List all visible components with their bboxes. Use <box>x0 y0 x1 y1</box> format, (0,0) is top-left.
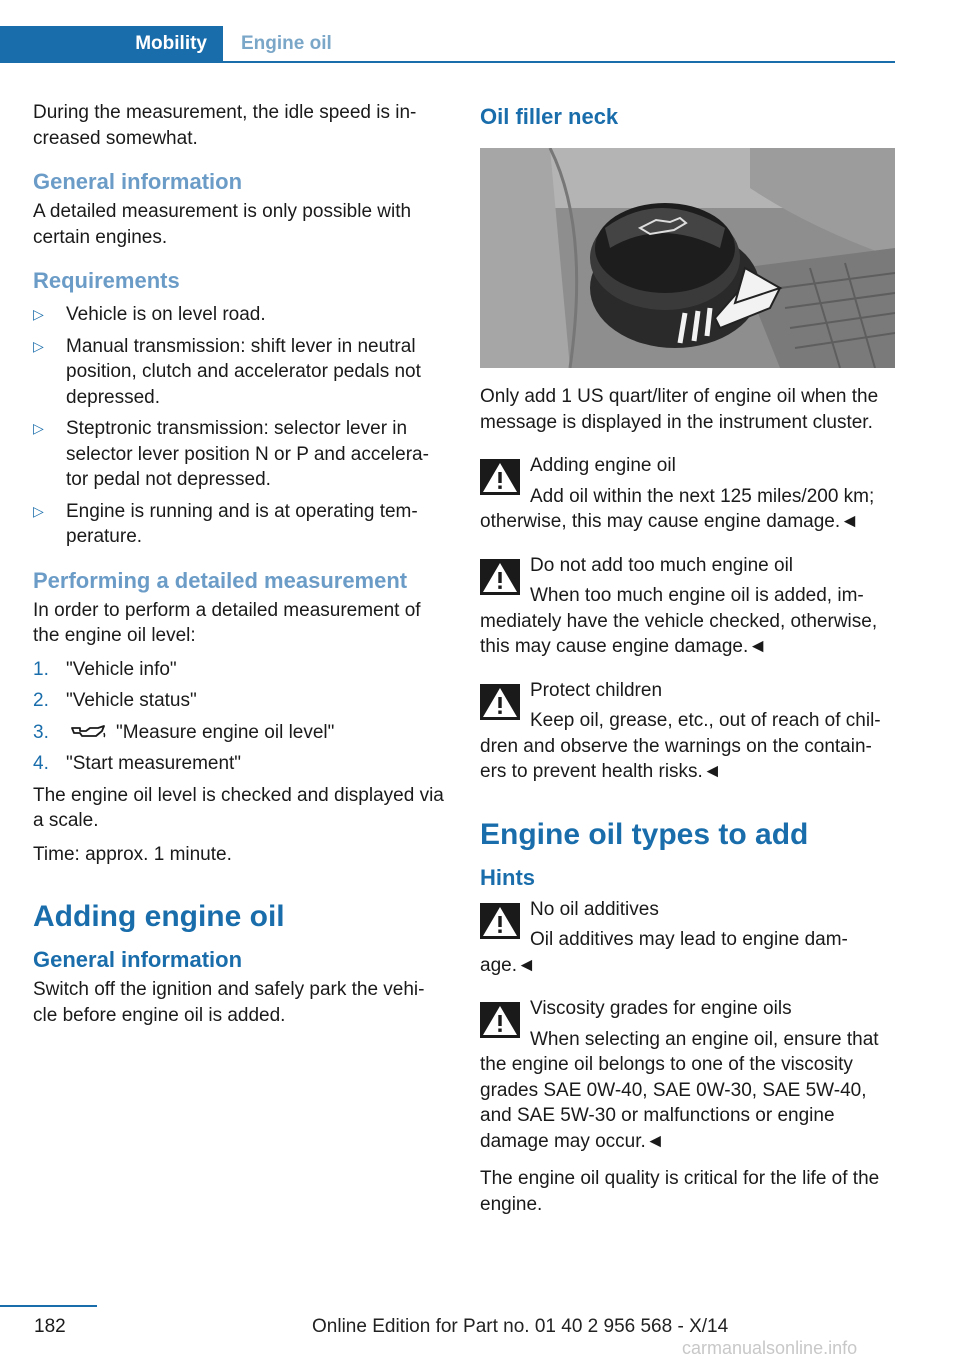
chapter-tab: Engine oil <box>241 33 332 54</box>
list-item: 4. "Start measurement" <box>33 753 242 774</box>
warning-adding-oil: Adding engine oil Add oil within the next 125 miles/200 km; otherwise, this may cause engine damage.◄ <box>480 455 875 532</box>
warning-no-additives: No oil additives Oil additives may lead to engine dam- age.◄ <box>480 898 848 976</box>
triangle-bullet-icon: ▷ <box>33 420 44 436</box>
adding-oil-heading: Adding engine oil <box>33 900 285 933</box>
general-info-text: A detailed measurement is only possible with certain engines. <box>33 201 412 248</box>
warning-too-much-oil: Do not add too much engine oil When too much engine oil is added, im- mediately have the vehicle checked, otherwise, this may cause engine damage.◄ <box>480 554 878 657</box>
section-tab: Mobility <box>0 26 223 61</box>
triangle-bullet-icon: ▷ <box>33 337 44 354</box>
left-column <box>33 100 448 1036</box>
filler-neck-text: Only add 1 US quart/liter of engine oil when the message is displayed in the instrument cluster. <box>480 386 879 433</box>
triangle-bullet-icon: ▷ <box>33 502 44 519</box>
warning-title: Protect children <box>530 679 663 701</box>
measurement-steps <box>33 657 448 777</box>
oil-filler-photo <box>480 148 895 368</box>
list-item: 1. "Vehicle info" <box>33 658 177 680</box>
perform-measurement-text: In order to perform a detailed measurement of the engine oil level: <box>33 599 421 646</box>
warning-protect-children: Protect children Keep oil, grease, etc., out of reach of chil- dren and observe the warnings on the contain-ers to prevent health risks.◄ <box>480 679 881 782</box>
list-item: ▷ Manual transmission: shift lever in neutral position, clutch and accelerator pedals not depressed. <box>33 335 421 408</box>
warning-title: Adding engine oil <box>530 455 676 476</box>
footer-rule <box>0 1305 97 1307</box>
result-text: The engine oil level is checked and displayed via a scale. <box>33 784 444 831</box>
triangle-bullet-icon: ▷ <box>33 306 44 322</box>
list-item: 2. "Vehicle status" <box>33 690 197 711</box>
general-info-heading: General information <box>33 169 243 194</box>
perform-measurement-heading: Performing a detailed measurement <box>33 567 408 593</box>
hints-heading: Hints <box>480 864 535 890</box>
requirements-list <box>33 302 448 550</box>
page-header <box>0 26 895 63</box>
watermark-text: carmanualsonline.info <box>682 1338 858 1358</box>
warning-viscosity: Viscosity grades for engine oils When selecting an engine oil, ensure that the engine oil belongs to one of the viscosity grades SAE 0W-40, SAE 0W-30, SAE 5W-40, and SAE 5W-30 or malfunctions or engine damage may occur.◄ <box>480 998 879 1152</box>
warning-title: Viscosity grades for engine oils <box>530 998 792 1019</box>
intro-text: During the measurement, the idle speed is in-creased somewhat. <box>33 102 417 149</box>
requirements-heading: Requirements <box>33 268 180 293</box>
page-number: 182 <box>34 1316 66 1337</box>
right-column <box>480 100 895 1225</box>
warning-triangle-icon <box>480 459 520 495</box>
warning-triangle-icon <box>480 684 520 720</box>
list-item: 3. "Measure engine oil level" <box>33 721 335 743</box>
oil-quality-text: The engine oil quality is critical for the life of the engine. <box>480 1168 880 1215</box>
edition-text: Online Edition for Part no. 01 40 2 956 568 - X/14 <box>312 1316 729 1337</box>
warning-triangle-icon <box>480 559 520 595</box>
list-item: ▷ Engine is running and is at operating tem-perature. <box>33 500 418 547</box>
warning-triangle-icon <box>480 903 520 939</box>
time-text: Time: approx. 1 minute. <box>33 843 232 865</box>
filler-neck-heading: Oil filler neck <box>480 104 619 129</box>
list-item: ▷ Vehicle is on level road. <box>33 302 448 328</box>
warning-title: Do not add too much engine oil <box>530 554 794 576</box>
adding-general-text: Switch off the ignition and safely park the vehi-cle before engine oil is added. <box>33 979 425 1026</box>
warning-triangle-icon <box>480 1002 520 1038</box>
list-item: ▷ Steptronic transmission: selector lever in selector lever position N or P and accelera-tor pedal not depressed. <box>33 418 429 490</box>
oil-types-heading: Engine oil types to add <box>480 817 809 851</box>
adding-general-heading: General information <box>33 947 243 972</box>
warning-title: No oil additives <box>530 898 659 920</box>
oil-can-icon <box>68 723 108 741</box>
